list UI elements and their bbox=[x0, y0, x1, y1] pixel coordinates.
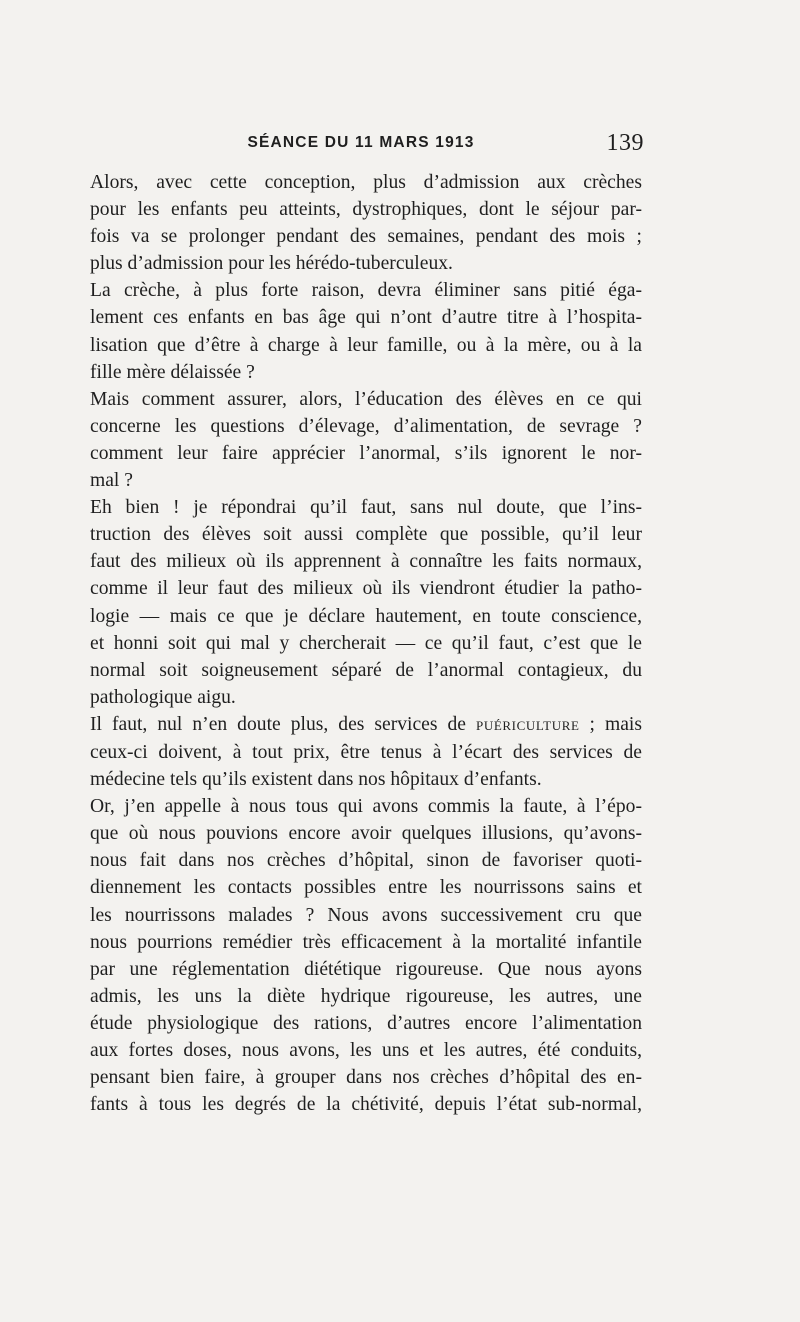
page-number: 139 bbox=[606, 130, 644, 156]
paragraph bbox=[76, 494, 642, 711]
running-title: SÉANCE DU 11 MARS 1913 bbox=[247, 134, 475, 151]
text-line: pour les enfants peu atteints, dystrophiques, dont le séjour par- bbox=[90, 199, 642, 221]
paragraph bbox=[76, 386, 642, 494]
text-line: Mais comment assurer, alors, l’éducation des élèves en ce qui bbox=[90, 388, 642, 410]
text-line: fois va se prolonger pendant des semaines, pendant des mois ; bbox=[90, 226, 642, 248]
text-line: admis, les uns la diète hydrique rigoureuse, les autres, une bbox=[90, 985, 642, 1007]
text-line: étude physiologique des rations, d’autres encore l’alimentation bbox=[90, 1012, 642, 1034]
text-line: lisation que d’être à charge à leur famille, ou à la mère, ou à la bbox=[90, 334, 642, 356]
text-run: ; mais bbox=[589, 713, 642, 735]
running-header bbox=[76, 130, 646, 160]
text-run: Il faut, nul n’en doute plus, des services de bbox=[90, 713, 466, 735]
text-line: pathologique aigu. bbox=[90, 686, 236, 708]
text-line: les nourrissons malades ? Nous avons successivement cru que bbox=[90, 904, 642, 926]
paragraph bbox=[76, 277, 642, 385]
paragraph bbox=[76, 711, 642, 793]
text-line: fille mère délaissée ? bbox=[90, 361, 255, 383]
smallcaps-term: PUÉRICULTURE bbox=[476, 717, 580, 733]
text-line: plus d’admission pour les hérédo-tuberculeux. bbox=[90, 253, 453, 275]
text-line: Alors, avec cette conception, plus d’admission aux crèches bbox=[90, 172, 642, 193]
text-line: et honni soit qui mal y chercherait — ce qu’il faut, c’est que le bbox=[90, 632, 642, 654]
paragraph bbox=[76, 169, 642, 277]
text-line: lement ces enfants en bas âge qui n’ont d’autre titre à l’hospita- bbox=[90, 307, 642, 329]
paragraph bbox=[76, 793, 642, 1118]
text-line: nous fait dans nos crèches d’hôpital, sinon de favoriser quoti- bbox=[90, 850, 642, 872]
text-line: Eh bien ! je répondrai qu’il faut, sans nul doute, que l’ins- bbox=[90, 497, 642, 519]
text-line: que où nous pouvions encore avoir quelques illusions, qu’avons- bbox=[90, 823, 642, 845]
text-line: nous pourrions remédier très efficacement à la mortalité infantile bbox=[90, 931, 642, 953]
text-line: logie — mais ce que je déclare hautement, en toute conscience, bbox=[90, 605, 642, 627]
text-line: Or, j’en appelle à nous tous qui avons commis la faute, à l’épo- bbox=[90, 796, 642, 818]
text-line bbox=[76, 711, 642, 739]
text-line: fants à tous les degrés de la chétivité, depuis l’état sub-normal, bbox=[90, 1094, 642, 1116]
text-line: diennement les contacts possibles entre les nourrissons sains et bbox=[90, 877, 642, 899]
text-line: aux fortes doses, nous avons, les uns et les autres, été conduits, bbox=[90, 1040, 642, 1061]
text-line: ceux-ci doivent, à tout prix, être tenus à l’écart des services de bbox=[90, 741, 642, 763]
text-line: faut des milieux où ils apprennent à connaître les faits normaux, bbox=[90, 551, 642, 573]
text-line: concerne les questions d’élevage, d’alimentation, de sevrage ? bbox=[90, 415, 642, 437]
text-line: mal ? bbox=[90, 470, 133, 492]
text-line: truction des élèves soit aussi complète que possible, qu’il leur bbox=[90, 524, 642, 546]
text-line: comment leur faire apprécier l’anormal, s’ils ignorent le nor- bbox=[90, 442, 642, 464]
text-line: normal soit soigneusement séparé de l’anormal contagieux, du bbox=[90, 659, 642, 681]
text-line: comme il leur faut des milieux où ils viendront étudier la patho- bbox=[90, 578, 642, 600]
text-line: médecine tels qu’ils existent dans nos hôpitaux d’enfants. bbox=[90, 769, 542, 791]
text-line: La crèche, à plus forte raison, devra éliminer sans pitié éga- bbox=[90, 280, 642, 302]
text-line: pensant bien faire, à grouper dans nos crèches d’hôpital des en- bbox=[90, 1067, 642, 1089]
text-line: par une réglementation diététique rigoureuse. Que nous ayons bbox=[90, 958, 642, 980]
body-text bbox=[76, 169, 642, 1118]
